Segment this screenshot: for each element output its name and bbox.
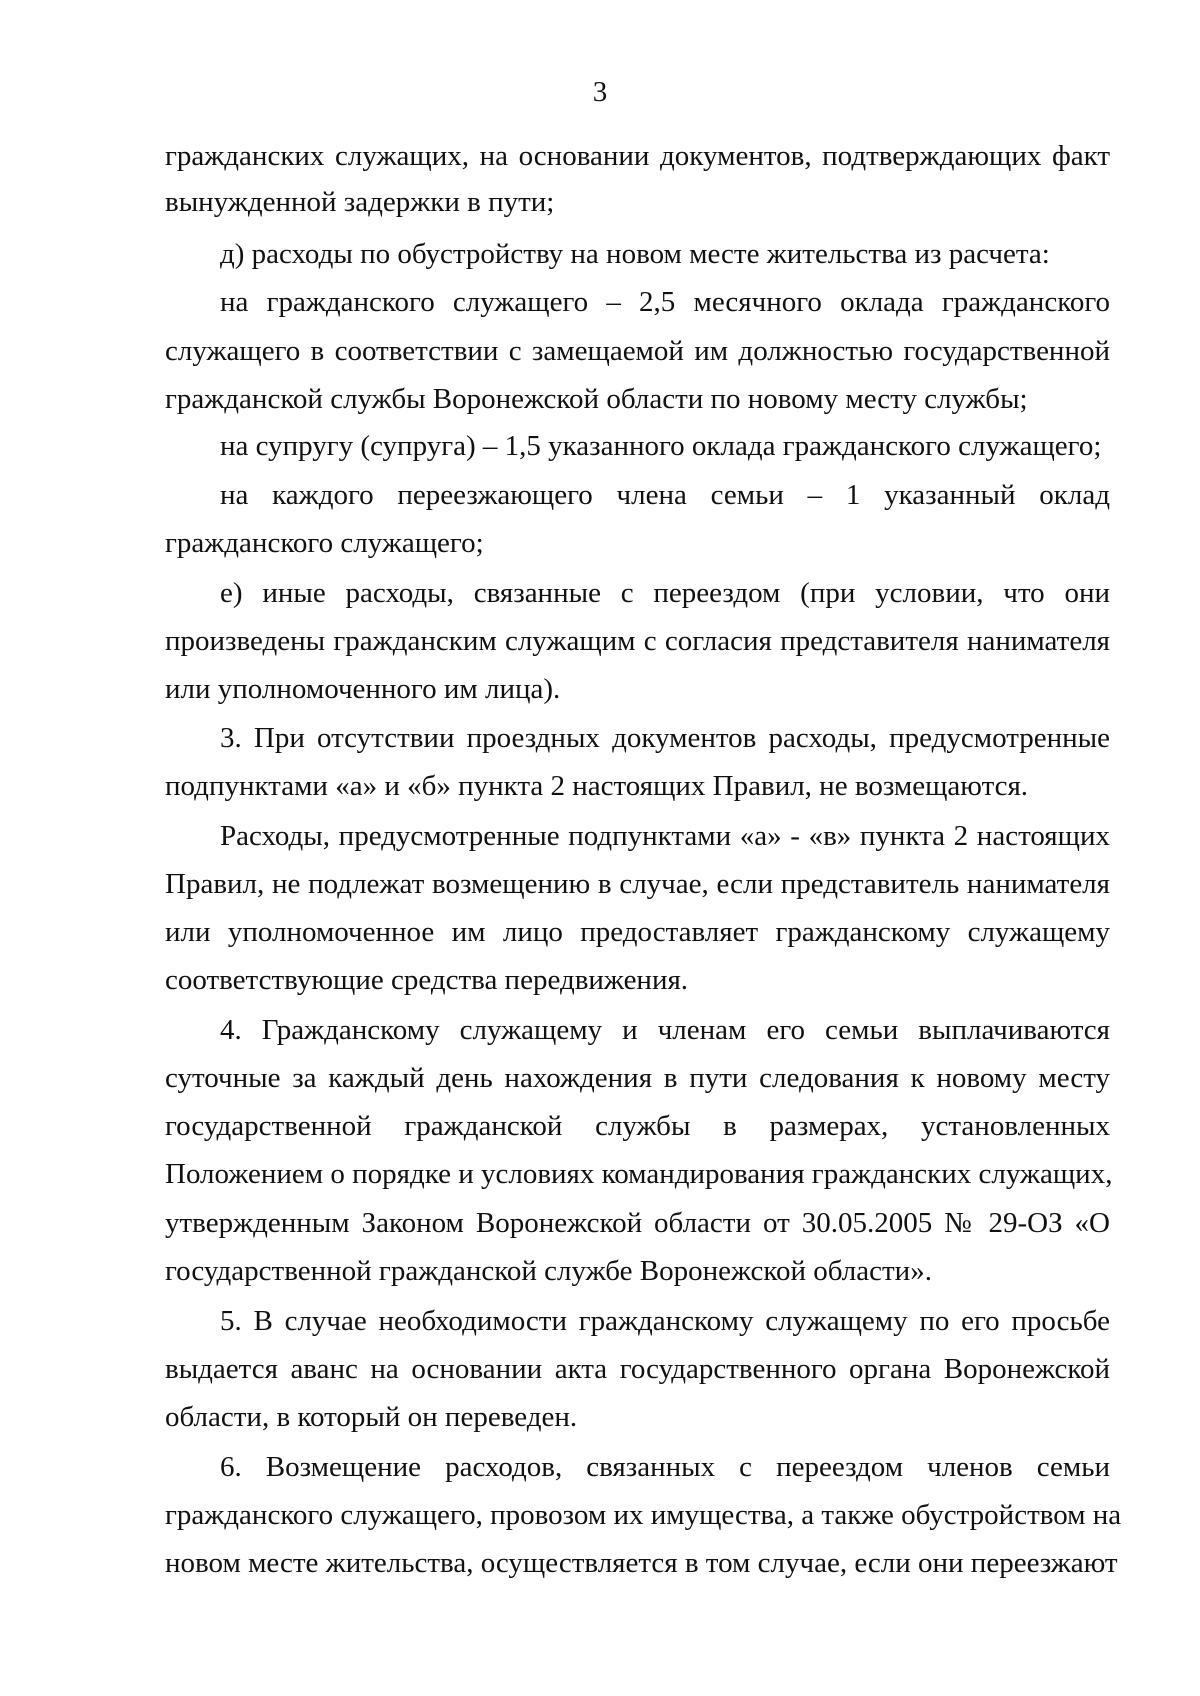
text-line: соответствующие средства передвижения. — [165, 964, 689, 996]
text-line: гражданского служащего, провозом их имущества, а также обустройством на — [165, 1499, 1122, 1531]
page-number: 3 — [592, 76, 608, 108]
text-line: 5. В случае необходимости гражданскому служащему по его просьбе — [220, 1305, 1110, 1337]
text-line: гражданской службы Воронежской области по новому месту службы; — [165, 383, 1028, 415]
text-line: вынужденной задержки в пути; — [165, 186, 555, 218]
text-line: на супругу (супруга) – 1,5 указанного оклада гражданского служащего; — [220, 430, 1102, 462]
text-line: государственной гражданской службе Воронежской области». — [165, 1255, 932, 1287]
text-line: на гражданского служащего – 2,5 месячного оклада гражданского — [220, 286, 1110, 318]
text-line: подпунктами «а» и «б» пункта 2 настоящих Правил, не возмещаются. — [165, 770, 1029, 802]
text-line: суточные за каждый день нахождения в пути следования к новому месту — [165, 1062, 1110, 1094]
text-line: 3. При отсутствии проездных документов расходы, предусмотренные — [220, 722, 1110, 754]
text-line: на каждого переезжающего члена семьи – 1 указанный оклад — [220, 479, 1110, 511]
text-line: новом месте жительства, осуществляется в том случае, если они переезжают — [165, 1547, 1118, 1579]
text-line: или уполномоченного им лица). — [165, 673, 561, 705]
text-line: е) иные расходы, связанные с переездом (при условии, что они — [220, 577, 1110, 609]
text-line: гражданских служащих, на основании документов, подтверждающих факт — [165, 140, 1110, 172]
text-line: утвержденным Законом Воронежской области от 30.05.2005 № 29-ОЗ «О — [165, 1207, 1110, 1239]
text-line: области, в который он переведен. — [165, 1401, 578, 1433]
text-line: выдается аванс на основании акта государственного органа Воронежской — [165, 1353, 1110, 1385]
text-line: государственной гражданской службы в размерах, установленных — [165, 1110, 1110, 1142]
text-line: д) расходы по обустройству на новом месте жительства из расчета: — [220, 238, 1050, 270]
text-line: гражданского служащего; — [165, 527, 484, 559]
text-line: Правил, не подлежат возмещению в случае, если представитель нанимателя — [165, 868, 1110, 900]
text-line: Положением о порядке и условиях командирования гражданских служащих, — [165, 1158, 1113, 1190]
text-line: или уполномоченное им лицо предоставляет гражданскому служащему — [165, 916, 1110, 948]
text-line: Расходы, предусмотренные подпунктами «а» - «в» пункта 2 настоящих — [220, 820, 1110, 852]
text-line: произведены гражданским служащим с согласия представителя нанимателя — [165, 625, 1110, 657]
text-line: 6. Возмещение расходов, связанных с переездом членов семьи — [220, 1451, 1110, 1483]
text-line: 4. Гражданскому служащему и членам его семьи выплачиваются — [220, 1014, 1110, 1046]
text-line: служащего в соответствии с замещаемой им должностью государственной — [165, 335, 1110, 367]
